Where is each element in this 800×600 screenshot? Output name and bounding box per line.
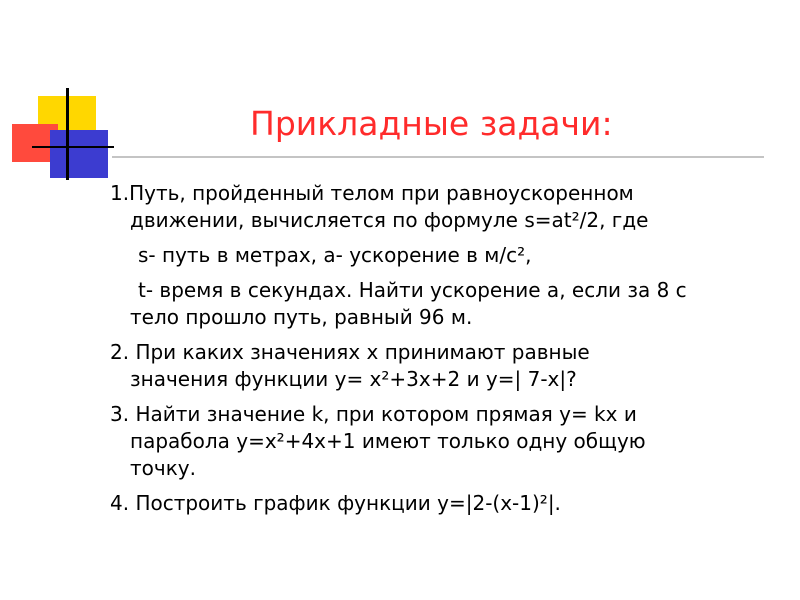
task-2-line-2: значения функции y= x²+3x+2 и y=| 7-x|? [130, 367, 577, 391]
slide-title: Прикладные задачи: [250, 104, 613, 143]
decoration-blue-square [50, 130, 108, 178]
task-3-line-2: парабола y=x²+4x+1 имеют только одну общую [130, 429, 646, 453]
task-3-line-1: 3. Найти значение k, при котором прямая y= kx и [110, 402, 637, 426]
title-underline [112, 156, 764, 158]
decoration-vertical-line [66, 88, 69, 180]
task-1-line-5: тело прошло путь, равный 96 м. [130, 305, 473, 329]
task-1-question [110, 277, 780, 331]
task-4-line-1: 4. Построить график функции y=|2-(x-1)²|. [110, 491, 561, 515]
task-1 [110, 180, 780, 234]
task-1-line-4: t- время в секундах. Найти ускорение a, если за 8 с [138, 278, 687, 302]
task-1-line-1: 1.Путь, пройденный телом при равноускоренном [110, 181, 634, 205]
task-2 [110, 339, 780, 393]
task-1-definitions [110, 242, 780, 269]
task-3-line-3: точку. [130, 456, 196, 480]
decoration-horizontal-line [32, 146, 114, 148]
task-3 [110, 401, 780, 482]
task-4 [110, 490, 780, 517]
slide-content [110, 180, 780, 517]
task-1-line-2: движении, вычисляется по формуле s=at²/2, где [130, 208, 649, 232]
task-2-line-1: 2. При каких значениях x принимают равные [110, 340, 590, 364]
task-1-line-3: s- путь в метрах, a- ускорение в м/с², [138, 243, 532, 267]
